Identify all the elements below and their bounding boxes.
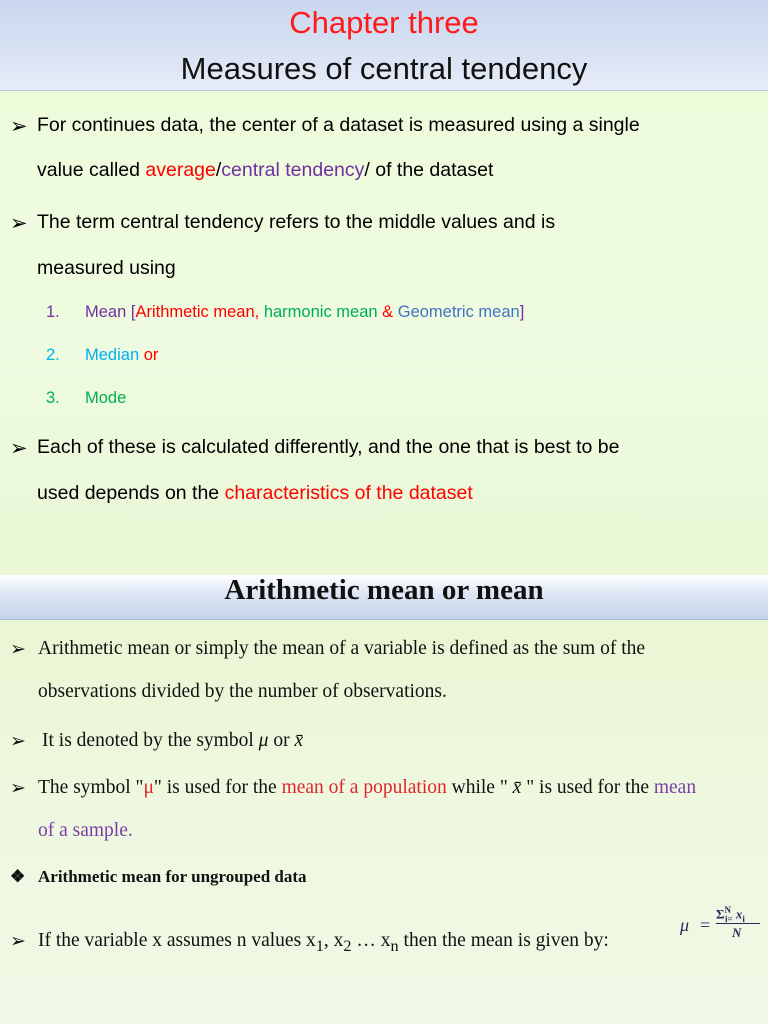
- slide-chapter-three: Chapter three Measures of central tendency ➢ For continues data, the center of a dataset is measured using a single value called average/central tendency/ of the dataset ➢ The term central tendency refers to the middle values and is measured using 1. Mean [Arithmetic mean, harmonic mean & Geometric mean] 2. Median or 3. Mode ➢ Each of these is calculated differently, and the one that is best to be used depends on the characteristics of the dataset: [0, 0, 768, 575]
- bullet-arrow-icon: ➢: [10, 778, 26, 799]
- slide2-title-bar: [0, 575, 768, 620]
- bullet-arrow-icon: ➢: [10, 931, 26, 952]
- bullet-arrow-icon: ➢: [10, 437, 28, 460]
- bullet-arrow-icon: ➢: [10, 212, 28, 235]
- mean-formula: μ = $\Sigma^N_{i=}$ $x_i$ N: [680, 905, 764, 945]
- bullet-arrow-icon: ➢: [10, 639, 26, 660]
- bullet-arrow-icon: ➢: [10, 731, 26, 752]
- average-term: average: [145, 159, 216, 181]
- characteristics-term: characteristics of the dataset: [224, 482, 473, 504]
- central-tendency-term: central tendency: [221, 159, 365, 181]
- section-title: Measures of central tendency: [180, 51, 588, 86]
- chapter-title: Chapter three: [289, 5, 479, 40]
- bullet-arrow-icon: ➢: [10, 115, 28, 138]
- diamond-bullet-icon: ❖: [10, 867, 26, 886]
- slide-arithmetic-mean: Arithmetic mean or mean ➢ Arithmetic mean or simply the mean of a variable is defined as the sum of the observations divided by the number of observations. ➢ It is denoted by the symbol μ or x̄ ➢ The symbol "μ" is used for the mean of a population while " x̄ " is used for the mean of a sample. ❖ Arithmetic mean for ungrouped data ➢ If the variable x assumes n values $x_1$, $x_2$ … $x_n$ then the mean is given by: μ = $\Sigma^N_{i=}$ $x_i$ N: [0, 575, 768, 1024]
- arithmetic-mean-title: Arithmetic mean or mean: [224, 575, 544, 606]
- slide1-title-bar: [0, 0, 768, 91]
